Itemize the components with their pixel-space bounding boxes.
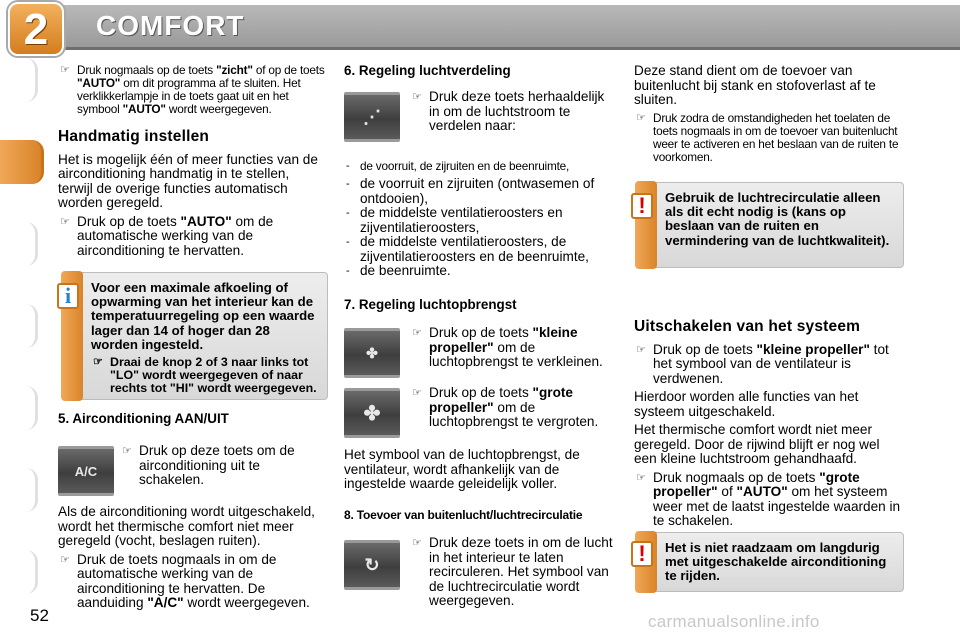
chapter-tab[interactable] bbox=[0, 386, 38, 430]
big-fan-button bbox=[344, 388, 400, 438]
warning-box-ac-off: ! Het is niet raadzaam om langdurig met uitgeschakelde airconditioning te rijden. bbox=[640, 532, 904, 592]
manual-section bbox=[58, 124, 326, 262]
pointing-hand-icon: ☞ bbox=[60, 215, 70, 228]
warning-box-recirculation: ! Gebruik de luchtrecirculatie alleen als dit echt nodig is (kans op beslaan van de ruiten en vermindering van de luchtkwaliteit). bbox=[640, 182, 904, 268]
watermark: carmanualsonline.info bbox=[648, 612, 820, 631]
list-item: - de voorruit en zijruiten (ontwasemen of ontdooien), bbox=[346, 176, 595, 206]
chapter-tab[interactable] bbox=[0, 304, 38, 348]
air-distribution-icon: ⋰ bbox=[363, 106, 381, 127]
recirc-heading: 8. Toevoer van buitenlucht/luchtrecirculatie bbox=[344, 508, 583, 522]
off-section bbox=[634, 314, 904, 533]
ac-text: Als de airconditioning wordt uitgeschakeld, wordt het thermische comfort niet meer geregeld (vocht, beslagen ruiten). bbox=[58, 504, 315, 548]
dist-list bbox=[344, 160, 616, 279]
off-heading: Uitschakelen van het systeem bbox=[634, 318, 861, 335]
pointing-hand-icon: ☞ bbox=[93, 356, 103, 369]
big-fan-bullet: ☞ Druk op de toets "grote propeller" om de luchtopbrengst te vergroten. bbox=[412, 385, 599, 429]
air-distribution-button bbox=[344, 92, 400, 142]
manual-heading: Handmatig instellen bbox=[58, 128, 210, 145]
ac-section bbox=[58, 505, 326, 615]
manual-bullet: ☞ Druk op de toets "AUTO" om de automatische werking van de airconditioning te hervatten. bbox=[60, 213, 274, 258]
pointing-hand-icon: ☞ bbox=[412, 537, 422, 549]
pointing-hand-icon: ☞ bbox=[412, 327, 422, 339]
recirc-heading-wrap bbox=[344, 508, 616, 533]
big-fan-icon: ✤ bbox=[363, 402, 381, 425]
chapter-tab[interactable] bbox=[0, 58, 38, 102]
chapter-tab[interactable] bbox=[0, 550, 38, 594]
pointing-hand-icon: ☞ bbox=[60, 553, 70, 566]
list-item: - de middelste ventilatieroosters, de zijventilatieroosters en de beenruimte, bbox=[346, 234, 589, 264]
exclamation-icon: ! bbox=[631, 193, 653, 219]
small-fan-bullet: ☞ Druk op de toets "kleine propeller" om de luchtopbrengst te verkleinen. bbox=[412, 325, 603, 369]
recirc-note-bullet: ☞ Druk zodra de omstandigheden het toelaten de toets nogmaals in om de toevoer van buitenlucht weer te activeren en het beslaan van de ruiten te voorkomen. bbox=[636, 110, 899, 164]
pointing-hand-icon: ☞ bbox=[412, 387, 422, 399]
small-fan-button bbox=[344, 328, 400, 378]
flow-text: Het symbool van de luchtopbrengst, de ventilateur, wordt afhankelijk van de ingestelde waarde geleidelijk voller. bbox=[344, 447, 580, 491]
off-text2: Het thermische comfort wordt niet meer geregeld. Door de rijwind blijft er nog wel een kleine luchtstroom gehandhaafd. bbox=[634, 422, 880, 466]
ac-heading: 5. Airconditioning AAN/UIT bbox=[58, 411, 229, 426]
pointing-hand-icon: ☞ bbox=[636, 111, 646, 124]
pointing-hand-icon: ☞ bbox=[122, 445, 132, 457]
page-number: 52 bbox=[30, 606, 49, 625]
chapter-tab-active[interactable] bbox=[0, 140, 44, 184]
chapter-tab[interactable] bbox=[0, 222, 38, 266]
intro-note: ☞ Druk nogmaals op de toets "zicht" of op de toets "AUTO" om dit programma af te sluiten. Het verklikkerlampje in de toets gaat uit en het symbool "AUTO" wordt weergegeven. bbox=[60, 63, 325, 116]
list-item: - de middelste ventilatieroosters en zijventilatieroosters, bbox=[346, 205, 563, 235]
recirc-note-text: Deze stand dient om de toevoer van buitenlucht bij stank en stofoverlast af te sluiten. bbox=[634, 63, 876, 107]
flow-heading-wrap bbox=[344, 298, 616, 323]
dist-bullet: ☞ Druk deze toets herhaaldelijk in om de luchtstroom te verdelen naar: bbox=[412, 89, 605, 133]
header-line bbox=[60, 47, 960, 50]
small-fan-icon: ✤ bbox=[366, 344, 378, 361]
info-icon: i bbox=[57, 283, 79, 309]
chapter-number-badge: 2 bbox=[8, 2, 64, 56]
chapter-tab[interactable] bbox=[0, 468, 38, 512]
ac-button bbox=[58, 446, 114, 496]
pointing-hand-icon: ☞ bbox=[60, 64, 70, 76]
info-box bbox=[66, 272, 328, 400]
recirc-note bbox=[634, 64, 904, 168]
pointing-hand-icon: ☞ bbox=[412, 91, 422, 103]
ac-heading-wrap bbox=[58, 412, 326, 437]
ac-button-label: A/C bbox=[74, 463, 98, 479]
dist-heading-wrap bbox=[344, 64, 616, 89]
manual-text: Het is mogelijk één of meer functies van de airconditioning handmatig in te stellen, terwijl de overige functies automatisch worden geregeld. bbox=[58, 151, 318, 210]
recirculation-button bbox=[344, 540, 400, 590]
exclamation-icon: ! bbox=[631, 541, 653, 567]
dist-heading: 6. Regeling luchtverdeling bbox=[344, 63, 511, 78]
off-bullet: ☞ Druk op de toets "kleine propeller" tot het symbool van de ventilateur is verdwenen. bbox=[636, 341, 889, 386]
pointing-hand-icon: ☞ bbox=[636, 343, 646, 356]
chapter-title: COMFORT bbox=[96, 10, 245, 41]
off-text1: Hierdoor worden alle functies van het systeem uitgeschakeld. bbox=[634, 389, 859, 419]
ac-bullet2: ☞ Druk de toets nogmaals in om de automatische werking van de airconditioning te hervatten. De aanduiding "A/C" wordt weergegeven. bbox=[60, 551, 310, 610]
flow-heading: 7. Regeling luchtopbrengst bbox=[344, 297, 517, 312]
info-box-bullet: ☞ Draai de knop 2 of 3 naar links tot "LO" wordt weergegeven of naar rechts tot "HI" wordt weergegeven. bbox=[93, 355, 317, 396]
off-bullet2: ☞ Druk nogmaals op de toets "grote propeller" of "AUTO" om het systeem weer met de laatst ingestelde waarden in te schakelen. bbox=[636, 469, 901, 528]
recirc-bullet: ☞ Druk deze toets in om de lucht in het interieur te laten recirculeren. Het symbool van de luchtrecirculatie wordt weergegeven. bbox=[412, 535, 613, 608]
list-item: - de voorruit, de zijruiten en de beenruimte, bbox=[346, 159, 570, 173]
chapter-tabs bbox=[0, 58, 46, 638]
ac-bullet: ☞ Druk op deze toets om de airconditioning uit te schakelen. bbox=[122, 443, 295, 487]
recirculation-icon: ↻ bbox=[364, 554, 380, 575]
pointing-hand-icon: ☞ bbox=[636, 471, 646, 484]
info-box-text: Voor een maximale afkoeling of opwarming van het interieur kan de temperatuurregeling op een waarde lager dan 14 of hoger dan 28 worden ingesteld. bbox=[91, 280, 315, 352]
list-item: - de beenruimte. bbox=[346, 263, 451, 278]
